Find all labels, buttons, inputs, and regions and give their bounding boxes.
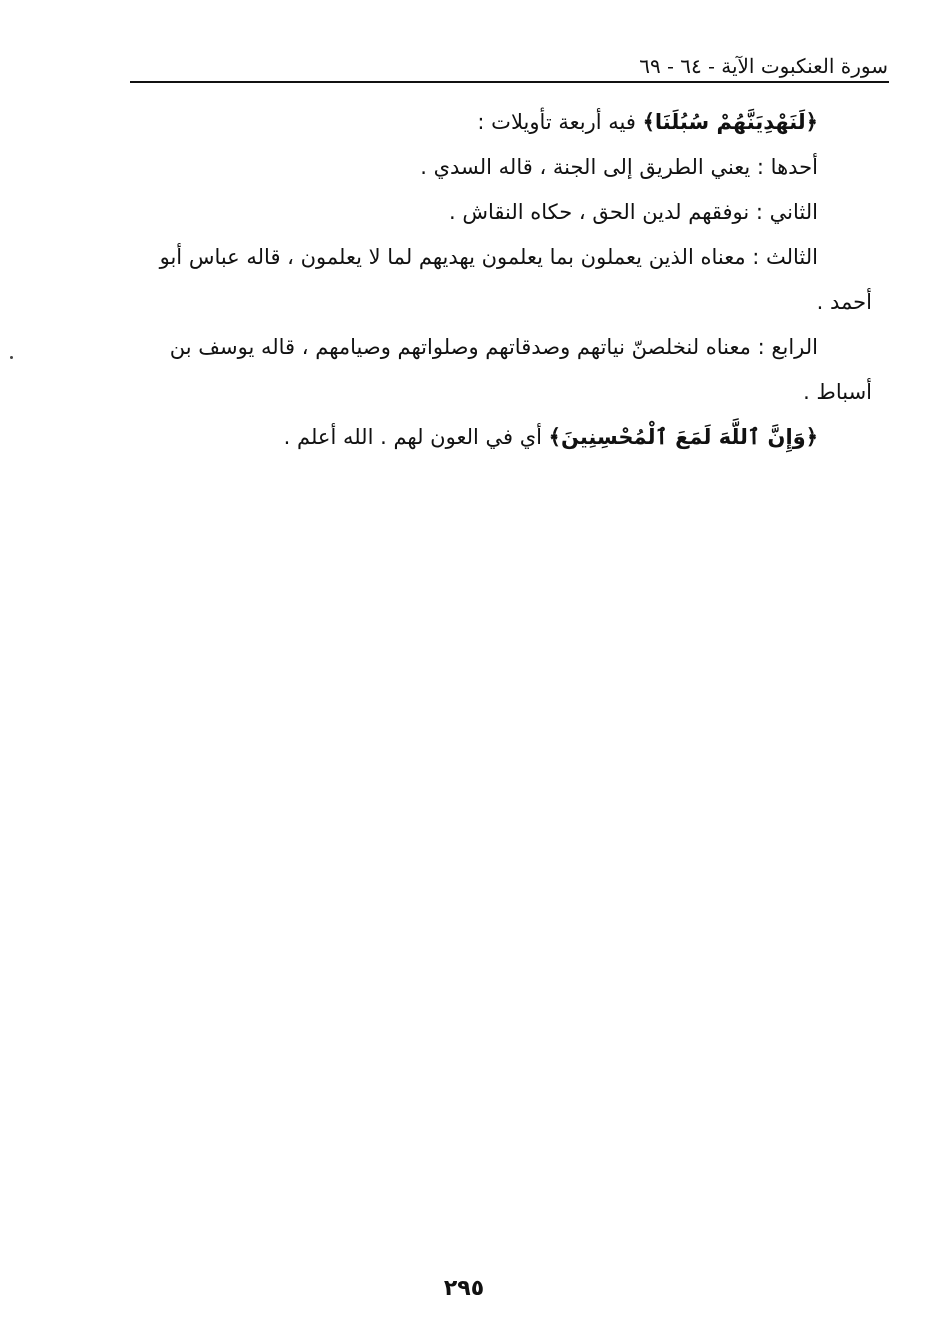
commentary-body <box>128 100 872 460</box>
page-number: ٢٩٥ <box>443 1276 485 1301</box>
paragraph-text: الثالث : معناه الذين يعملون بما يعلمون يهديهم لما لا يعلمون ، قاله عباس أبو <box>159 245 818 269</box>
paragraph-first-interpretation <box>128 145 818 190</box>
paragraph-second-interpretation <box>128 190 818 235</box>
paragraph-third-interpretation <box>128 235 872 325</box>
paragraph-text: أحدها : يعني الطريق إلى الجنة ، قاله السدي . <box>420 155 818 179</box>
header-rule <box>130 81 889 83</box>
paragraph-verse-intro <box>128 100 818 145</box>
paragraph-continuation: أحمد . <box>816 290 872 314</box>
paragraph-text: فيه أربعة تأويلات : <box>477 110 643 134</box>
paragraph-fourth-interpretation <box>128 325 872 415</box>
quran-quote: ﴿لَنَهْدِيَنَّهُمْ سُبُلَنَا﴾ <box>642 110 818 134</box>
paragraph-verse-closing <box>128 415 818 460</box>
paragraph-continuation: أسباط . <box>803 380 872 404</box>
scan-speck <box>10 356 13 359</box>
running-header: سورة العنكبوت الآية - ٦٤ - ٦٩ <box>639 54 888 78</box>
quran-quote: ﴿وَإِنَّ ٱللَّهَ لَمَعَ ٱلْمُحْسِنِينَ﴾ <box>548 425 818 449</box>
paragraph-text: أي في العون لهم . الله أعلم . <box>283 425 549 449</box>
paragraph-text: الرابع : معناه لنخلصنّ نياتهم وصدقاتهم وصلواتهم وصيامهم ، قاله يوسف بن <box>169 335 818 359</box>
paragraph-text: الثاني : نوفقهم لدين الحق ، حكاه النقاش . <box>448 200 818 224</box>
